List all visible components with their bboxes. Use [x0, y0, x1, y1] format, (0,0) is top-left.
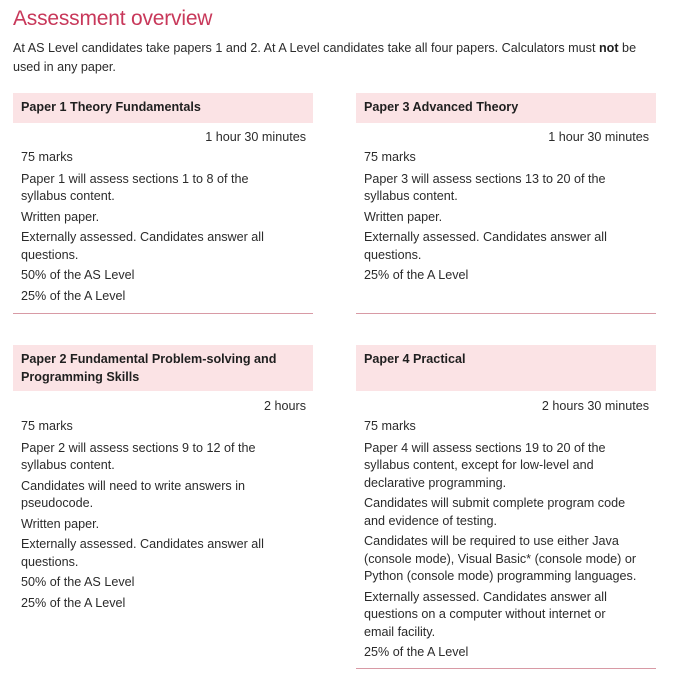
paper-2-a-weight: 25% of the A Level: [21, 595, 126, 610]
page-title: Assessment overview: [13, 7, 213, 30]
paper-3-card: [356, 93, 656, 285]
paper-1-sections: Paper 1 will assess sections 1 to 8 of the syllabus content.: [21, 171, 249, 203]
paper-2-sections: Paper 2 will assess sections 9 to 12 of the syllabus content.: [21, 440, 256, 472]
intro-paragraph: [13, 39, 661, 76]
paper-2-title-line-1: Paper 2 Fundamental Problem-solving and: [21, 352, 277, 366]
paper-4-submission: Candidates will submit complete program code and evidence of testing.: [364, 496, 626, 528]
paper-2-duration: 2 hours: [263, 399, 306, 413]
paper-3-marks: 75 marks: [364, 150, 416, 164]
paper-2-as-weight: 50% of the AS Level: [21, 575, 135, 589]
intro-text: At AS Level candidates take papers 1 and 2. At A Level candidates take all four papers. Calculators must: [13, 41, 599, 55]
paper-4-marks: 75 marks: [364, 419, 416, 433]
paper-1-card: [13, 93, 313, 305]
paper-1-divider: [13, 313, 313, 314]
paper-4-card: [356, 345, 656, 662]
paper-4-languages: Candidates will be required to use either Java (console mode), Visual Basic* (console mode) or Python (console mode) programming languages.: [364, 534, 637, 583]
paper-4-sections: Paper 4 will assess sections 19 to 20 of the syllabus content, except for low-level and declarative programming.: [364, 440, 606, 490]
paper-2-assessment: Externally assessed. Candidates answer all questions.: [21, 537, 264, 569]
paper-4-duration: 2 hours 30 minutes: [541, 399, 649, 413]
paper-3-divider: [356, 313, 656, 314]
paper-2-marks: 75 marks: [21, 419, 73, 433]
paper-1-duration: 1 hour 30 minutes: [205, 130, 306, 144]
paper-4-divider: [356, 668, 656, 669]
paper-3-title: Paper 3 Advanced Theory: [356, 93, 656, 123]
paper-1-marks: 75 marks: [21, 150, 73, 164]
paper-2-pseudocode: Candidates will need to write answers in pseudocode.: [21, 478, 246, 510]
paper-3-format: Written paper.: [364, 209, 443, 224]
paper-1-as-weight: 50% of the AS Level: [21, 268, 135, 282]
paper-3-assessment: Externally assessed. Candidates answer all questions.: [364, 230, 607, 262]
paper-3-sections: Paper 3 will assess sections 13 to 20 of the syllabus content.: [364, 171, 606, 203]
paper-1-format: Written paper.: [21, 209, 100, 224]
paper-1-assessment: Externally assessed. Candidates answer all questions.: [21, 230, 264, 262]
paper-2-format: Written paper.: [21, 516, 100, 531]
paper-1-a-weight: 25% of the A Level: [21, 288, 126, 303]
paper-3-duration: 1 hour 30 minutes: [548, 130, 649, 144]
paper-2-title-line-2: Programming Skills: [21, 369, 140, 384]
paper-4-title: Paper 4 Practical: [356, 345, 656, 391]
paper-3-a-weight: 25% of the A Level: [364, 268, 469, 282]
paper-1-title: Paper 1 Theory Fundamentals: [13, 93, 313, 123]
intro-end: be used in any paper.: [13, 41, 637, 74]
paper-2-card: [13, 345, 313, 612]
paper-4-a-weight: 25% of the A Level: [364, 645, 469, 659]
paper-2-title: [13, 345, 313, 391]
intro-bold: not: [598, 41, 619, 55]
paper-4-assessment: Externally assessed. Candidates answer all questions on a computer without internet or email facility.: [364, 589, 607, 639]
